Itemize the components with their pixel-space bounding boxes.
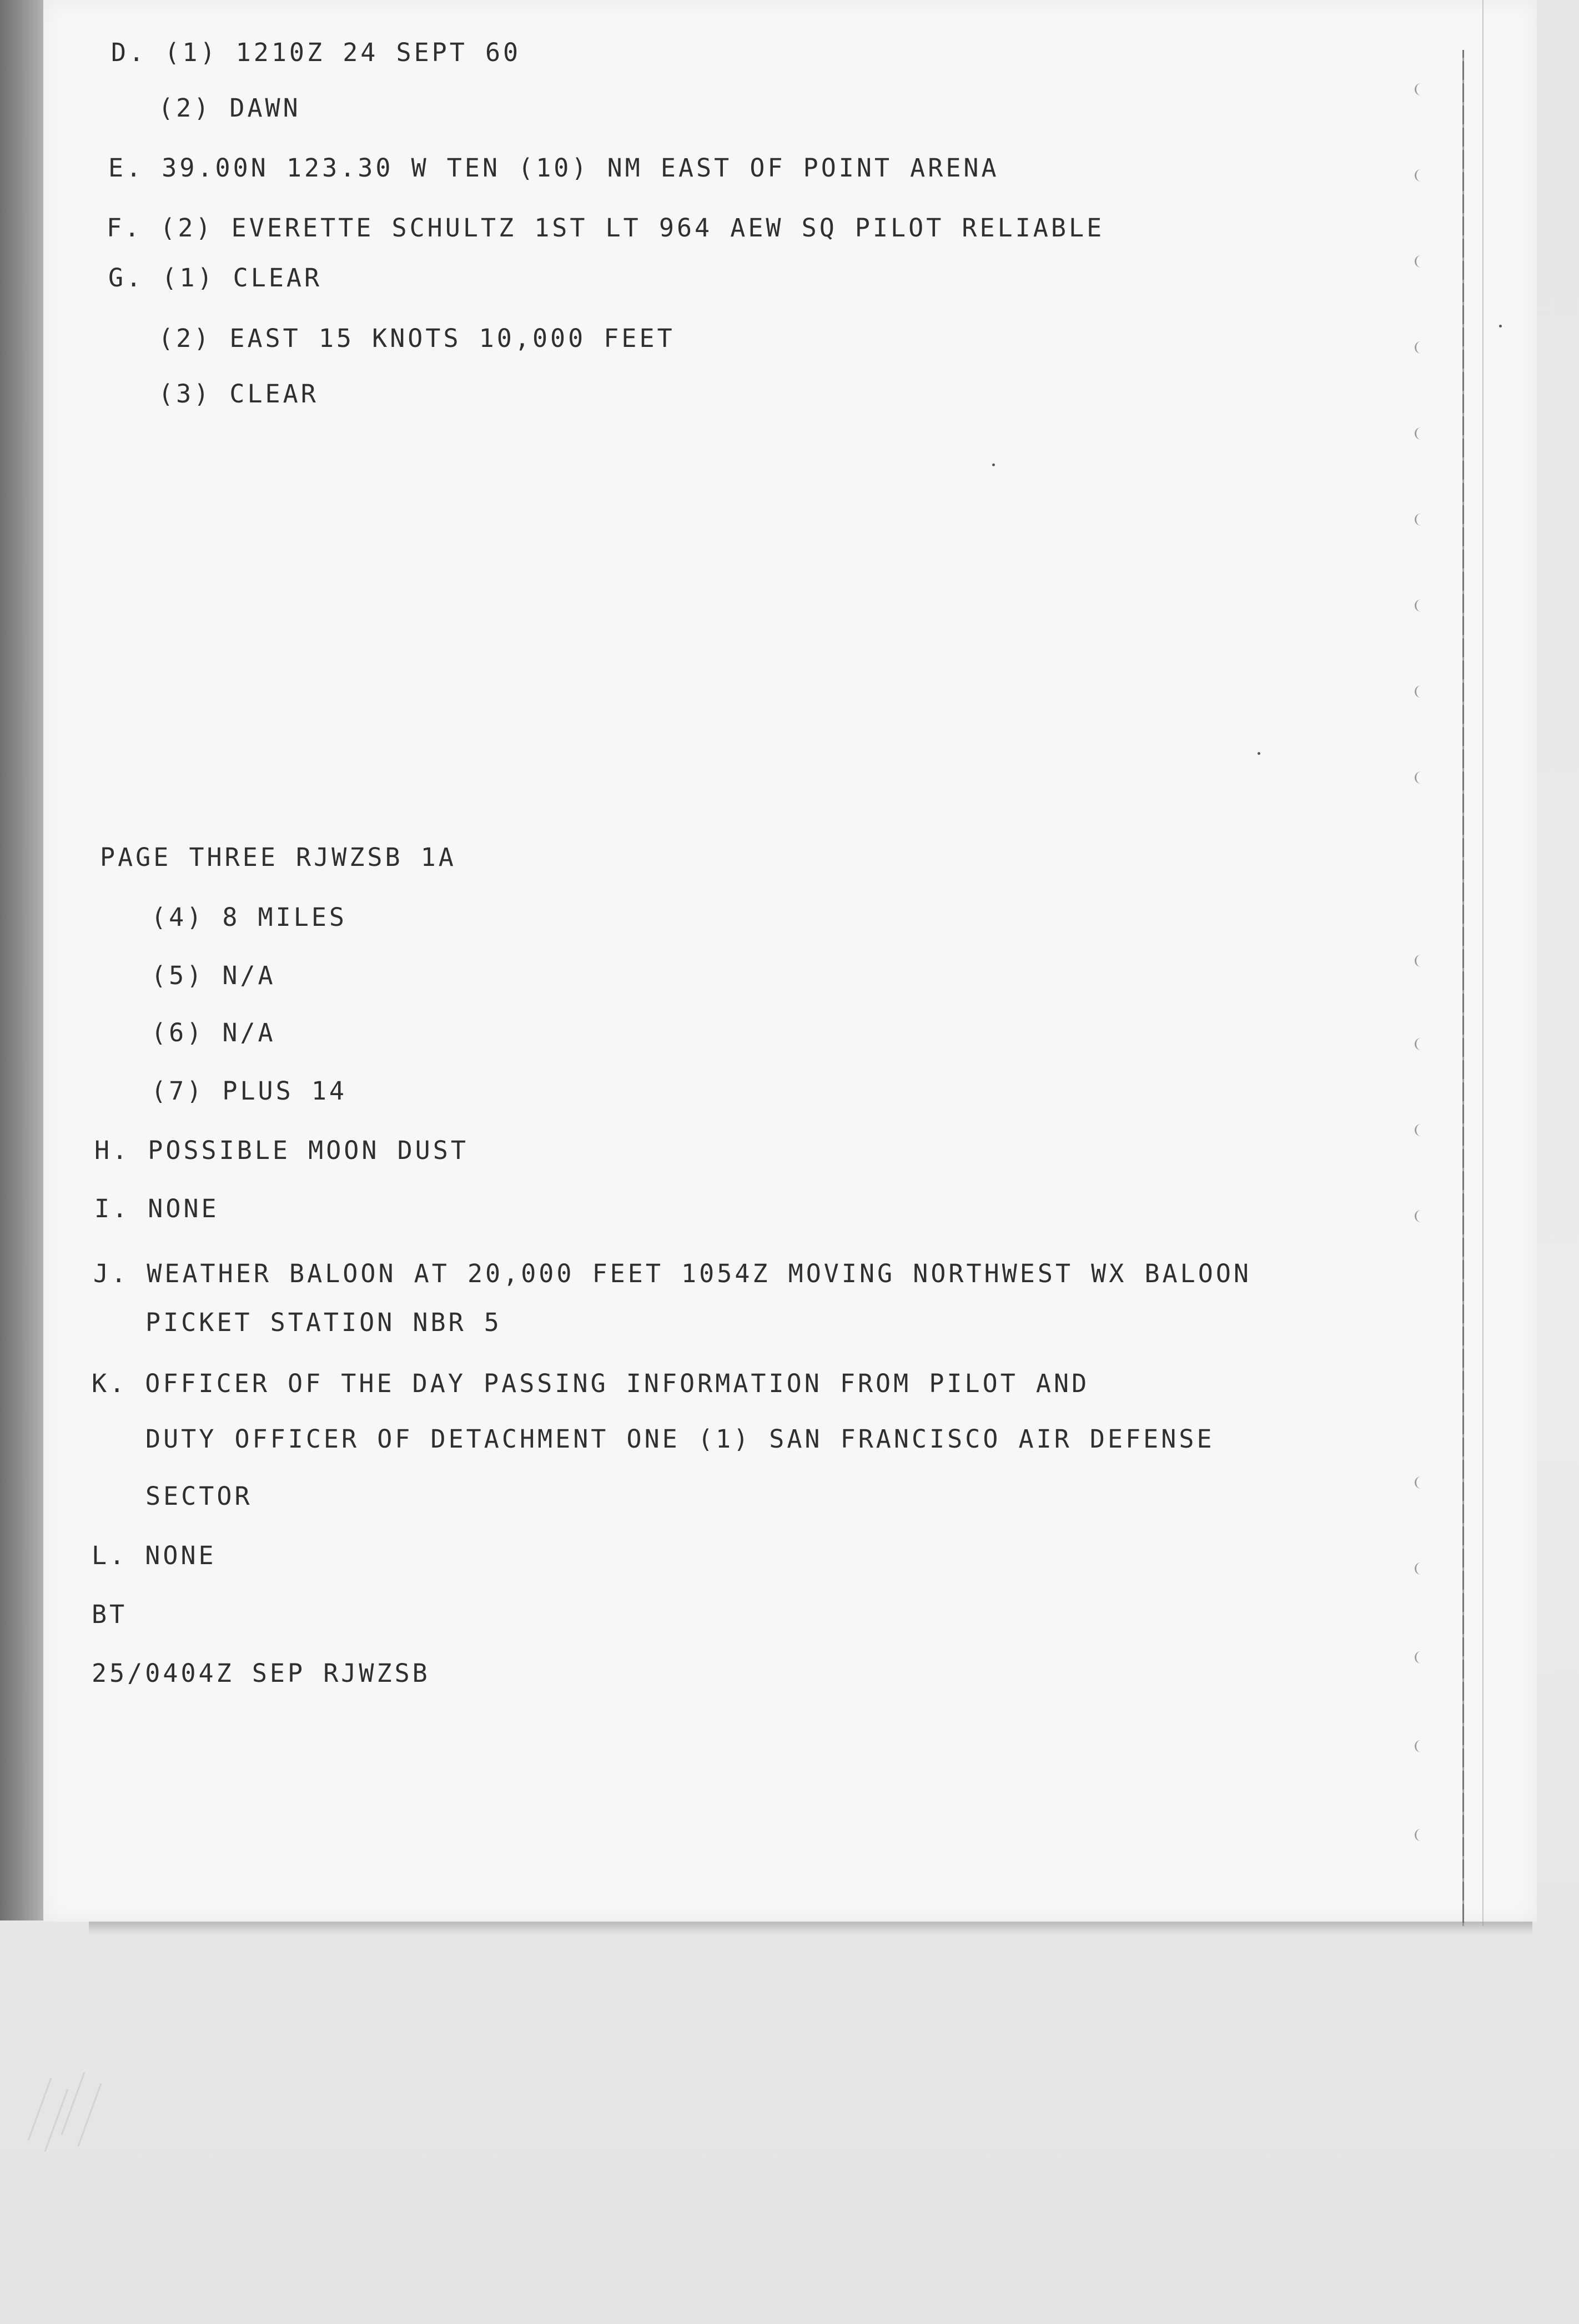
date-time-group: 25/0404Z SEP RJWZSB xyxy=(92,1658,430,1688)
line-h: H. POSSIBLE MOON DUST xyxy=(94,1136,469,1165)
film-scratch xyxy=(44,2089,69,2152)
line-g4: (4) 8 MILES xyxy=(151,903,348,932)
page-header: PAGE THREE RJWZSB 1A xyxy=(100,843,456,872)
line-g2: (2) EAST 15 KNOTS 10,000 FEET xyxy=(158,324,675,353)
line-k1: K. OFFICER OF THE DAY PASSING INFORMATION FROM PILOT AND xyxy=(92,1369,1090,1398)
page-bottom-shadow xyxy=(89,1922,1532,1935)
line-f: F. (2) EVERETTE SCHULTZ 1ST LT 964 AEW SQ PILOT RELIABLE xyxy=(107,213,1105,243)
line-k2: DUTY OFFICER OF DETACHMENT ONE (1) SAN FRANCISCO AIR DEFENSE xyxy=(145,1424,1215,1454)
line-j2: PICKET STATION NBR 5 xyxy=(145,1308,502,1337)
line-g6: (6) N/A xyxy=(151,1018,276,1047)
film-scratch xyxy=(28,2078,52,2141)
line-bt: BT xyxy=(92,1600,128,1629)
line-g3: (3) CLEAR xyxy=(158,379,319,409)
line-e: E. 39.00N 123.30 W TEN (10) NM EAST OF POINT ARENA xyxy=(108,153,999,183)
line-k3: SECTOR xyxy=(145,1481,253,1511)
line-g5: (5) N/A xyxy=(151,961,276,990)
line-d1: D. (1) 1210Z 24 SEPT 60 xyxy=(111,38,521,67)
line-g7: (7) PLUS 14 xyxy=(151,1076,348,1106)
film-scratch xyxy=(78,2083,102,2146)
film-scratch xyxy=(61,2072,86,2135)
line-d2: (2) DAWN xyxy=(158,93,301,123)
line-l: L. NONE xyxy=(92,1541,217,1570)
film-scratches xyxy=(17,2065,128,2231)
line-g1: G. (1) CLEAR xyxy=(108,263,323,293)
line-j1: J. WEATHER BALOON AT 20,000 FEET 1054Z MOVING NORTHWEST WX BALOON xyxy=(93,1259,1251,1288)
line-i: I. NONE xyxy=(94,1194,219,1223)
